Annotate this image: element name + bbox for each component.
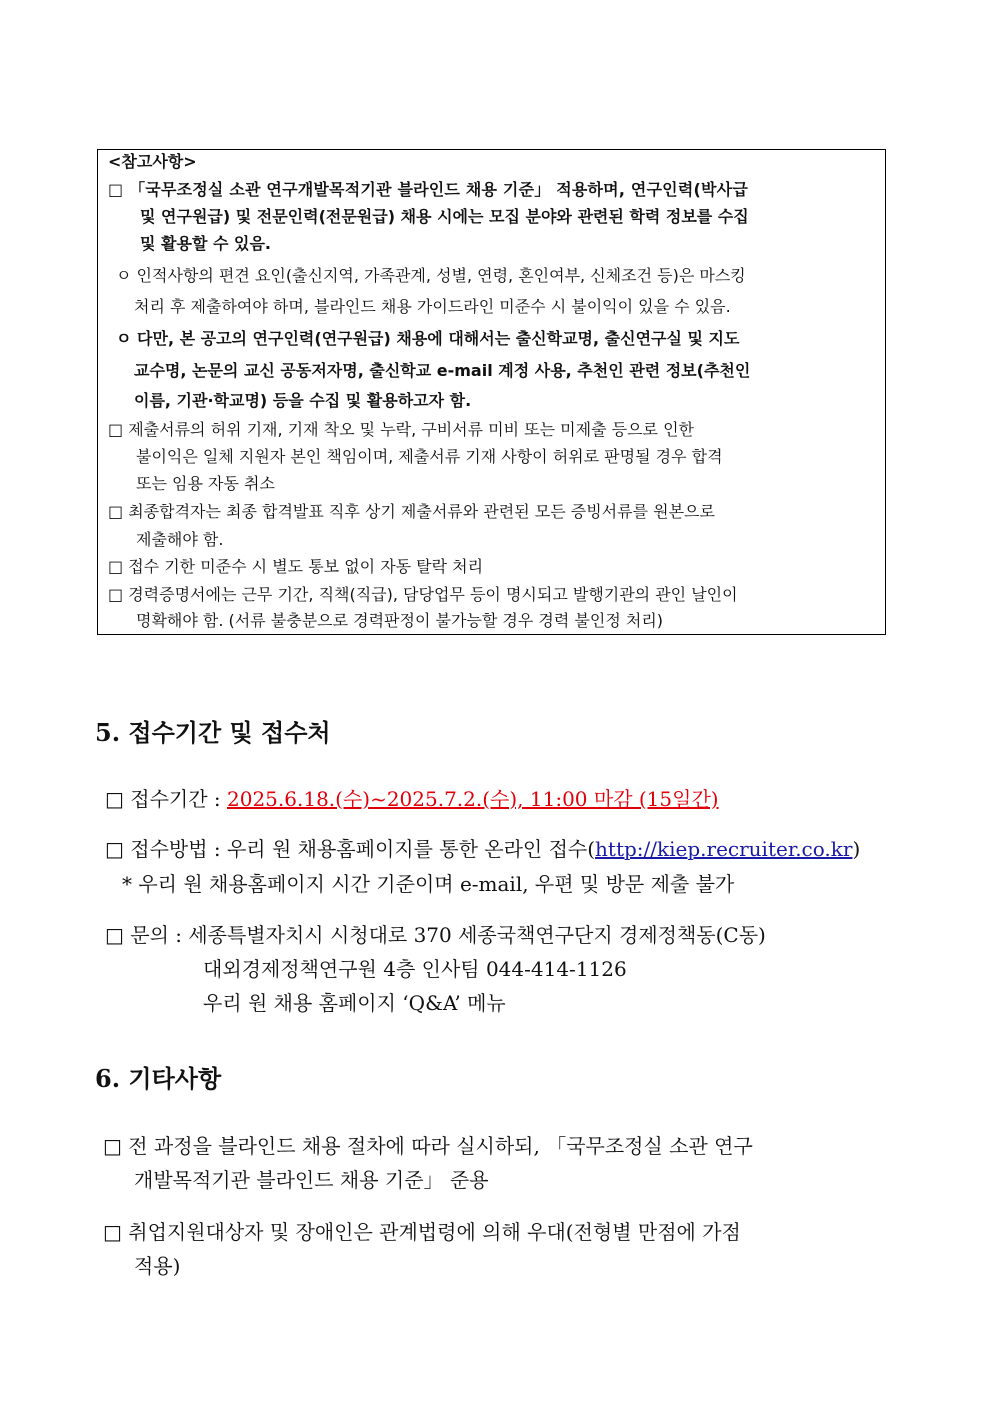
method-close: ) (852, 837, 861, 861)
notice-line: □ 「국무조정실 소관 연구개발목적기관 블라인드 채용 기준」 적용하며, 연구인력(박사급 (108, 180, 748, 199)
notice-line: 명확해야 함. (서류 불충분으로 경력판정이 불가능할 경우 경력 불인정 처리) (136, 611, 664, 630)
inquiry-line-2: 대외경제정책연구원 4층 인사팀 044-414-1126 (203, 957, 627, 981)
notice-line: 처리 후 제출하여야 하며, 블라인드 채용 가이드라인 미준수 시 불이익이 있을 수 있음. (134, 297, 731, 316)
notice-title: <참고사항> (108, 152, 197, 171)
notice-line: 불이익은 일체 지원자 본인 책임이며, 제출서류 기재 사항이 허위로 판명될 경우 합격 (136, 447, 723, 466)
notice-line: 교수명, 논문의 교신 공동저자명, 출신학교 e-mail 계정 사용, 추천인 관련 정보(추천인 (134, 361, 751, 380)
recruit-site-link[interactable]: http://kiep.recruiter.co.kr (595, 837, 853, 861)
etc-item-1-line-2: 개발목적기관 블라인드 채용 기준」 준용 (134, 1168, 489, 1192)
notice-line: 제출해야 함. (136, 530, 224, 549)
period-label: □ 접수기간 : (105, 787, 221, 811)
notice-line: □ 접수 기한 미준수 시 별도 통보 없이 자동 탈락 처리 (108, 557, 484, 576)
notice-line: ㅇ 다만, 본 공고의 연구인력(연구원급) 채용에 대해서는 출신학교명, 출신연구실 및 지도 (116, 329, 740, 348)
application-period (105, 786, 719, 812)
notice-line: 이름, 기관·학교명) 등을 수집 및 활용하고자 함. (134, 391, 472, 410)
method-label: □ 접수방법 : 우리 원 채용홈페이지를 통한 온라인 접수( (105, 837, 596, 861)
notice-line: 또는 임용 자동 취소 (136, 474, 275, 493)
notice-line: □ 제출서류의 허위 기재, 기재 착오 및 누락, 구비서류 미비 또는 미제출 등으로 인한 (108, 420, 694, 439)
etc-item-2-line-1: □ 취업지원대상자 및 장애인은 관계법령에 의해 우대(전형별 만점에 가점 (103, 1220, 741, 1244)
period-value: 2025.6.18.(수)~2025.7.2.(수), 11:00 마감 (15일간) (227, 787, 719, 811)
notice-line: 및 활용할 수 있음. (140, 234, 271, 253)
etc-item-2-line-2: 적용) (134, 1254, 181, 1278)
etc-item-1-line-1: □ 전 과정을 블라인드 채용 절차에 따라 실시하되, 「국무조정실 소관 연구 (103, 1134, 753, 1158)
reference-notice-box (97, 149, 886, 635)
inquiry-line-3: 우리 원 채용 홈페이지 ‘Q&A’ 메뉴 (203, 991, 506, 1015)
application-method (105, 836, 860, 862)
notice-line: ㅇ 인적사항의 편견 요인(출신지역, 가족관계, 성별, 연령, 혼인여부, 신체조건 등)은 마스킹 (116, 266, 746, 285)
section-6-heading: 6. 기타사항 (95, 1064, 222, 1093)
inquiry-line-1: □ 문의 : 세종특별자치시 시청대로 370 세종국책연구단지 경제정책동(C동) (105, 923, 766, 947)
method-note: * 우리 원 채용홈페이지 시간 기준이며 e-mail, 우편 및 방문 제출 불가 (122, 872, 735, 896)
section-5-heading: 5. 접수기간 및 접수처 (95, 718, 331, 747)
notice-line: □ 경력증명서에는 근무 기간, 직책(직급), 담당업무 등이 명시되고 발행기관의 관인 날인이 (108, 585, 738, 604)
notice-line: □ 최종합격자는 최종 합격발표 직후 상기 제출서류와 관련된 모든 증빙서류를 원본으로 (108, 502, 715, 521)
notice-line: 및 연구원급) 및 전문인력(전문원급) 채용 시에는 모집 분야와 관련된 학력 정보를 수집 (140, 207, 749, 226)
